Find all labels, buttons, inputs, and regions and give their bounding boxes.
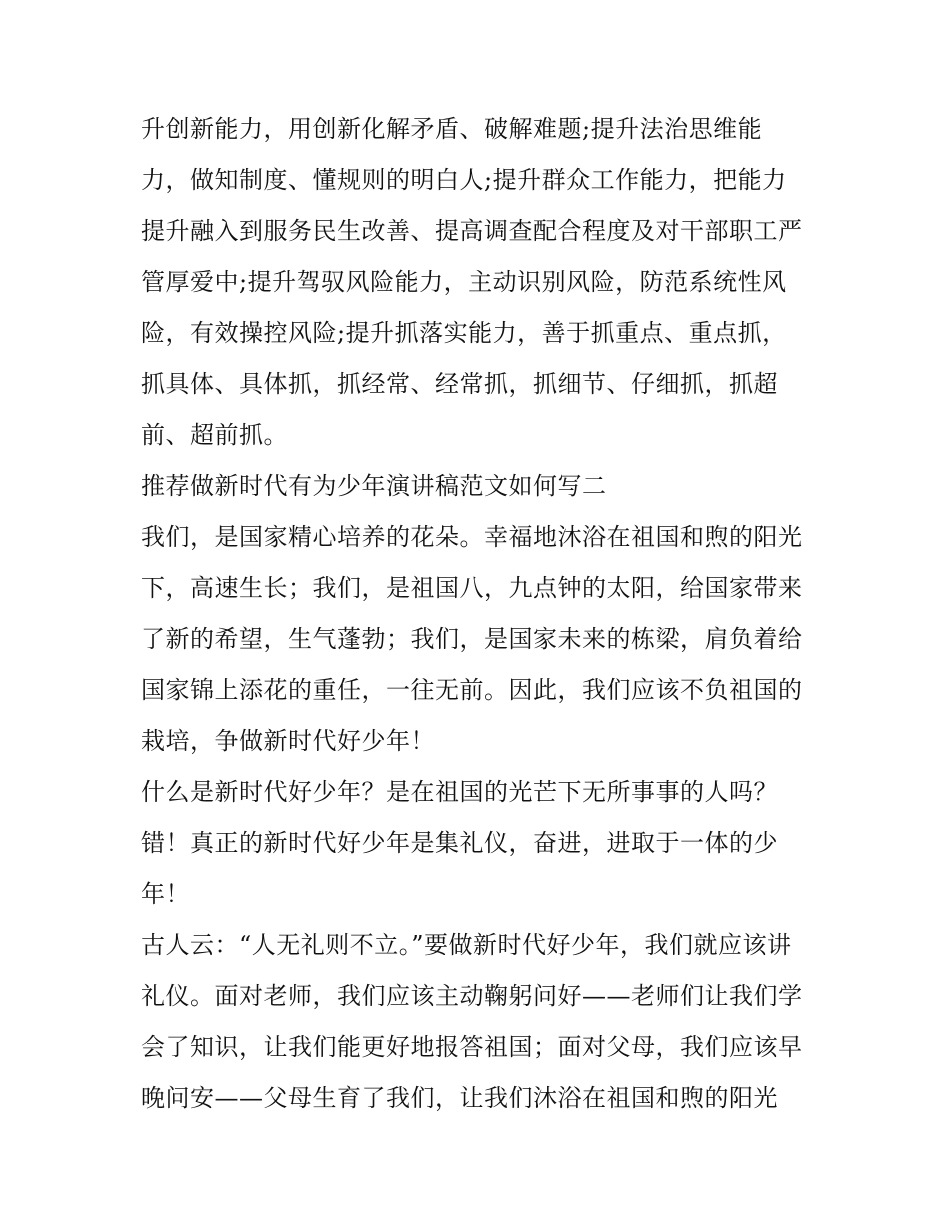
section-heading: 推荐做新时代有为少年演讲稿范文如何写二 — [141, 472, 607, 500]
document-body — [141, 104, 831, 1124]
text-line: 下，高速生长；我们，是祖国八，九点钟的太阳，给国家带来 — [141, 574, 803, 602]
text-line: 我们，是国家精心培养的花朵。幸福地沐浴在祖国和煦的阳光 — [141, 523, 803, 551]
text-line: 提升融入到服务民生改善、提高调查配合程度及对干部职工严 — [141, 217, 803, 245]
text-line: 晚问安——父母生育了我们，让我们沐浴在祖国和煦的阳光 — [141, 1084, 778, 1112]
text-line: 年！ — [141, 880, 190, 908]
text-line: 什么是新时代好少年？是在祖国的光芒下无所事事的人吗？ — [141, 778, 778, 806]
text-line: 力，做知制度、懂规则的明白人;提升群众工作能力，把能力 — [141, 166, 787, 194]
text-line: 抓具体、具体抓，抓经常、经常抓，抓细节、仔细抓，抓超 — [141, 370, 778, 398]
text-line: 险，有效操控风险;提升抓落实能力，善于抓重点、重点抓， — [141, 319, 787, 347]
text-line: 古人云：“人无礼则不立。”要做新时代好少年，我们就应该讲 — [141, 931, 792, 959]
text-line: 会了知识，让我们能更好地报答祖国；面对父母，我们应该早 — [141, 1033, 803, 1061]
text-line: 国家锦上添花的重任，一往无前。因此，我们应该不负祖国的 — [141, 676, 803, 704]
text-line: 升创新能力，用创新化解矛盾、破解难题;提升法治思维能 — [141, 115, 763, 143]
text-line: 礼仪。面对老师，我们应该主动鞠躬问好——老师们让我们学 — [141, 982, 803, 1010]
text-line: 栽培，争做新时代好少年！ — [141, 727, 435, 755]
text-line: 了新的希望，生气蓬勃；我们，是国家未来的栋梁，肩负着给 — [141, 625, 803, 653]
text-line: 错！真正的新时代好少年是集礼仪，奋进，进取于一体的少 — [141, 829, 778, 857]
text-line: 管厚爱中;提升驾驭风险能力，主动识别风险，防范系统性风 — [141, 268, 787, 296]
text-line: 前、超前抓。 — [141, 421, 288, 449]
